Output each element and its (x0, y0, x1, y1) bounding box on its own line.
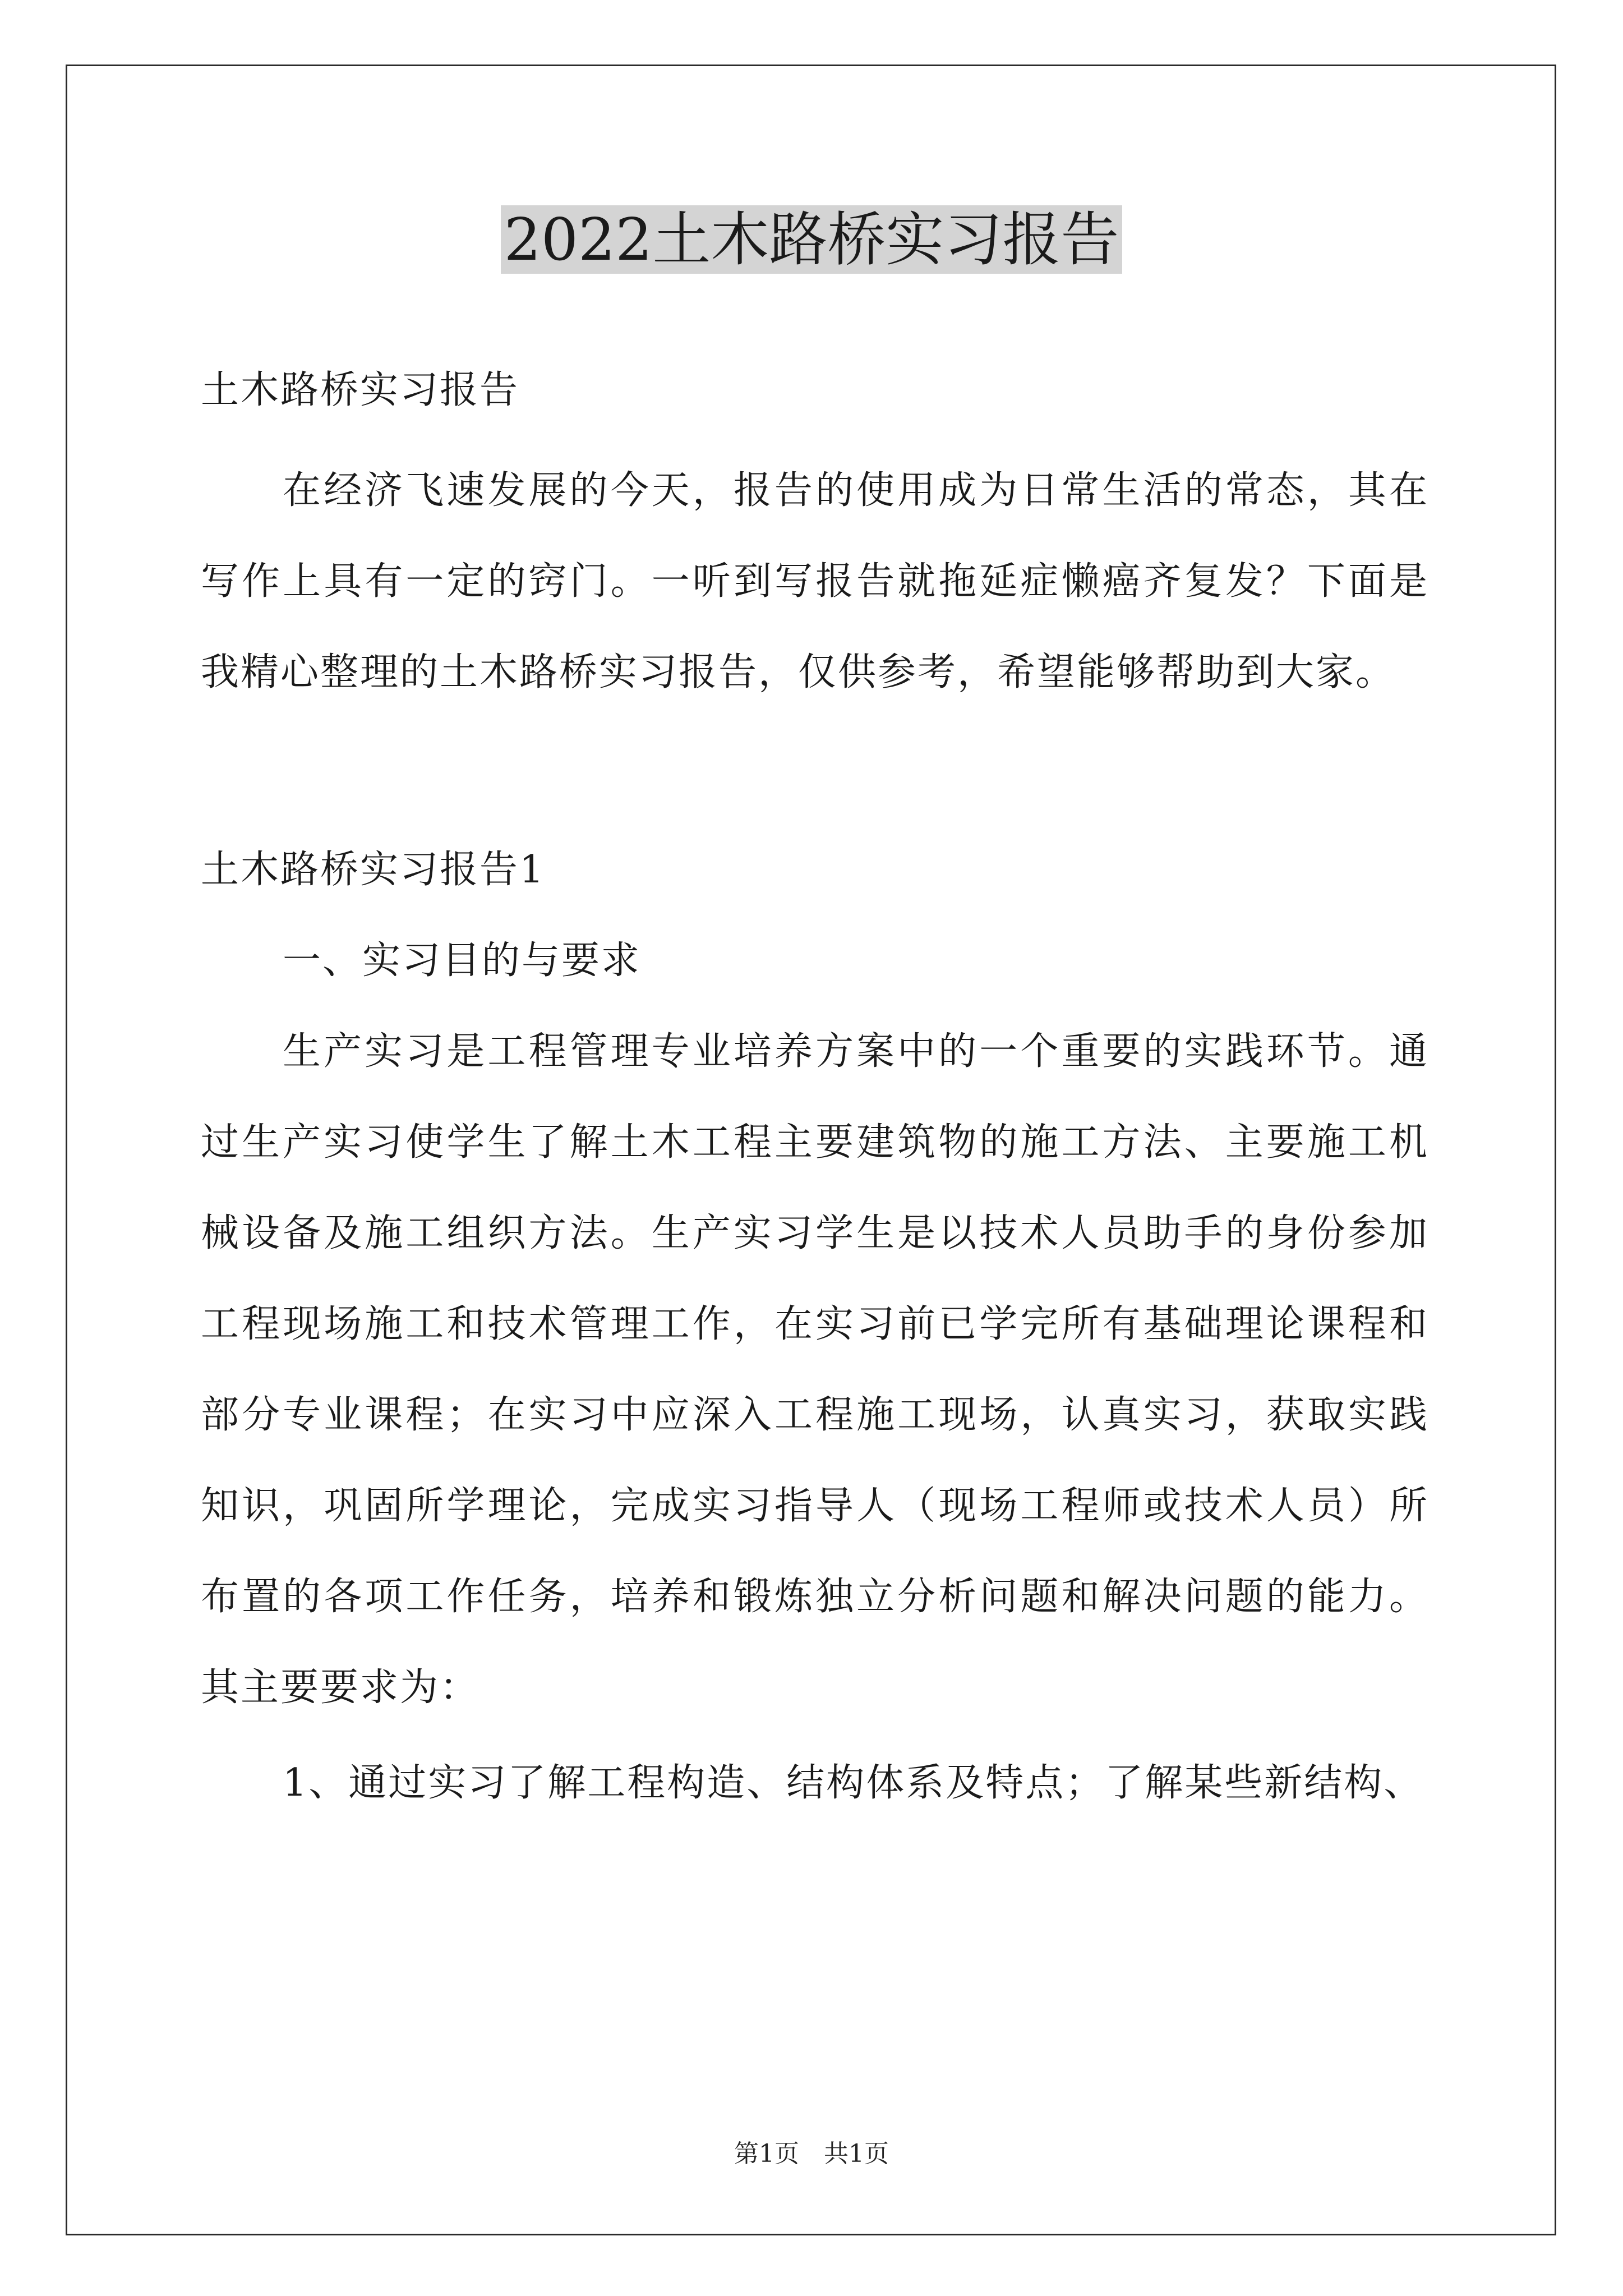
document-body (201, 345, 1429, 1829)
section-heading: 土木路桥实习报告1 (201, 848, 546, 892)
part-heading: 一、实习目的与要求 (283, 938, 642, 983)
body-paragraph: 生产实习是工程管理专业培养方案中的一个重要的实践环节。通过生产实习使学生了解土木工程主要建筑物的施工方法、主要施工机械设备及施工组织方法。生产实习学生是以技术人员助手的身份参加工程现场施工和技术管理工作，在实习前已学完所有基础理论课程和部分专业课程；在实习中应深入工程施工现场，认真实习，获取实践知识，巩固所学理论，完成实习指导人（现场工程师或技术人员）所布置的各项工作任务，培养和锻炼独立分析问题和解决问题的能力。其主要要求为： (201, 1029, 1429, 1710)
document-title (0, 197, 1623, 282)
subtitle: 土木路桥实习报告 (201, 368, 520, 412)
list-item: 1、通过实习了解工程构造、结构体系及特点；了解某些新结构、 (283, 1761, 1424, 1805)
intro-paragraph: 在经济飞速发展的今天，报告的使用成为日常生活的常态，其在写作上具有一定的窍门。一听到写报告就拖延症懒癌齐复发？下面是我精心整理的土木路桥实习报告，仅供参考，希望能够帮助到大家。 (201, 468, 1429, 694)
page-footer: 第1页 共1页 (734, 2139, 889, 2168)
document-title-text: 2022土木路桥实习报告 (501, 205, 1123, 274)
spacer (201, 718, 1429, 809)
